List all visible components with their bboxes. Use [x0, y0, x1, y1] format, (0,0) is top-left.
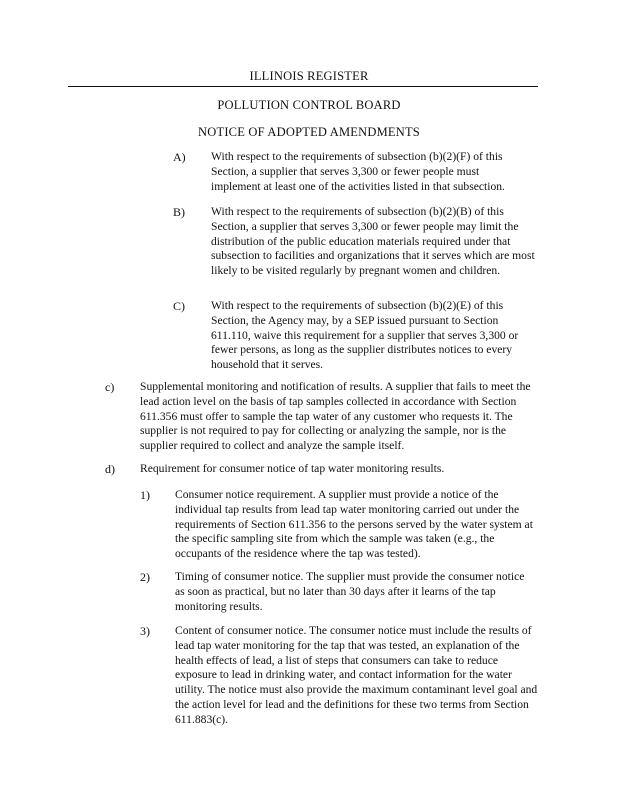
item-d1-text: Consumer notice requirement. A supplier must provide a notice of the individual tap results from lead tap water monitoring carried out under the requirements of Section 611.356 to the persons served by the water system at the specific sampling site from which the sample was taken (e.g., the occupants of the residence where the tap was tested).: [175, 488, 533, 561]
item-B-text: With respect to the requirements of subsection (b)(2)(B) of this Section, a supplier that serves 3,300 or fewer people may limit the distribution of the public education materials required under that subsection to facilities and organizations that it serves which are most likely to be visited regularly by pregnant women and children.: [211, 205, 535, 278]
item-d-text: Requirement for consumer notice of tap water monitoring results.: [140, 462, 445, 475]
item-d2-text: Timing of consumer notice. The supplier must provide the consumer notice as soon as practical, but no later than 30 days after it learns of the tap monitoring results.: [175, 570, 525, 613]
item-d3-text: Content of consumer notice. The consumer notice must include the results of lead tap water monitoring for the tap that was tested, an explanation of the health effects of lead, a list of steps that consumers can take to reduce exposure to lead in drinking water, and contact information for the water utility. The notice must also provide the maximum contaminant level goal and the action level for lead and the definitions for these two terms from Section 611.883(c).: [175, 624, 538, 726]
item-C-text: With respect to the requirements of subsection (b)(2)(E) of this Section, the Agency may, by a SEP issued pursuant to Section 611.110, waive this requirement for a supplier that serves 3,300 or fewer persons, as long as the supplier distributes notices to every household that it serves.: [211, 299, 519, 372]
header-rule: [68, 86, 538, 87]
register-title: ILLINOIS REGISTER: [249, 69, 369, 83]
board-title: POLLUTION CONTROL BOARD: [217, 98, 401, 112]
item-d3-label: 3): [140, 624, 150, 638]
item-d2-label: 2): [140, 570, 150, 584]
item-c-label: c): [105, 380, 115, 394]
item-d-label: d): [105, 462, 115, 476]
item-d1-label: 1): [140, 488, 150, 502]
item-B-label: B): [173, 205, 185, 219]
item-A-label: A): [173, 150, 186, 164]
item-C-label: C): [173, 299, 185, 313]
item-c-text: Supplemental monitoring and notification of results. A supplier that fails to meet the lead action level on the basis of tap samples collected in accordance with Section 611.356 must offer to sample the tap water of any customer who requests it. The supplier is not required to pay for collecting or analyzing the sample, nor is the supplier required to collect and analyze the sample itself.: [140, 380, 531, 453]
item-A-text: With respect to the requirements of subsection (b)(2)(F) of this Section, a supplier that serves 3,300 or fewer people must implement at least one of the activities listed in that subsection.: [211, 150, 505, 193]
notice-title: NOTICE OF ADOPTED AMENDMENTS: [198, 125, 420, 139]
